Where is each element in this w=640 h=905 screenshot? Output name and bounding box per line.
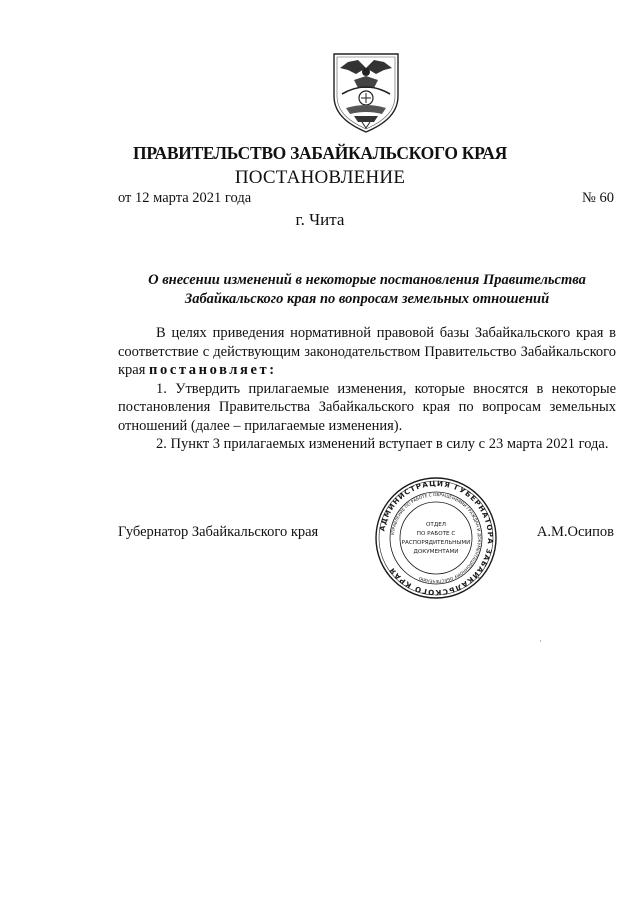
svg-text:УПРАВЛЕНИЕ ПО РАБОТЕ С ОБРАЩЕН [390,492,482,584]
resolves-word: постановляет: [149,362,277,378]
stamp-center-line-2: ПО РАБОТЕ С [416,531,456,537]
item-1-paragraph: 1. Утвердить прилагаемые изменения, которые вносятся в некоторые постановления Правительства Забайкальского края по вопросам земельных отношений (далее – прилагаемые изменения). [118,380,616,434]
official-stamp-seal [374,476,498,600]
stamp-outer-text: АДМИНИСТРАЦИЯ ГУБЕРНАТОРА ЗАБАЙКАЛЬСКОГО КРАЯ [377,478,496,598]
stamp-center-line-1: ОТДЕЛ [426,522,446,528]
preamble-text: В целях приведения нормативной правовой базы Забайкальского края в соответствие с действующим законодательством Правительство Забайкальского края [118,325,616,378]
stamp-center-line-3: РАСПОРЯДИТЕЛЬНЫМИ [401,540,471,546]
signatory-position: Губернатор Забайкальского края [118,524,319,540]
document-type-title: ПОСТАНОВЛЕНИЕ [234,167,406,188]
preamble-paragraph [118,324,616,380]
subject-line-1: О внесении изменений в некоторые постановления Правительства [148,272,586,288]
subject-line-2: Забайкальского края по вопросам земельных отношений [184,291,550,307]
document-date: от 12 марта 2021 года [118,190,252,206]
coat-of-arms-emblem [328,50,404,134]
stamp-center-line-4: ДОКУМЕНТАМИ [413,549,459,555]
document-subject [118,271,616,309]
scan-artifact-dot [540,640,541,642]
signatory-name: А.М.Осипов [536,524,614,540]
document-number: № 60 [582,190,614,206]
document-city: г. Чита [295,210,345,229]
government-title: ПРАВИТЕЛЬСТВО ЗАБАЙКАЛЬСКОГО КРАЯ [133,143,507,163]
document-body [118,324,616,454]
stamp-ring-text: УПРАВЛЕНИЕ ПО РАБОТЕ С ОБРАЩЕНИЯМИ ГРАЖДАН И ДОКУМЕНТАЦИОННОМУ ОБЕСПЕЧЕНИЮ [390,491,483,585]
item-2-paragraph: 2. Пункт 3 прилагаемых изменений вступает в силу с 23 марта 2021 года. [156,436,609,452]
